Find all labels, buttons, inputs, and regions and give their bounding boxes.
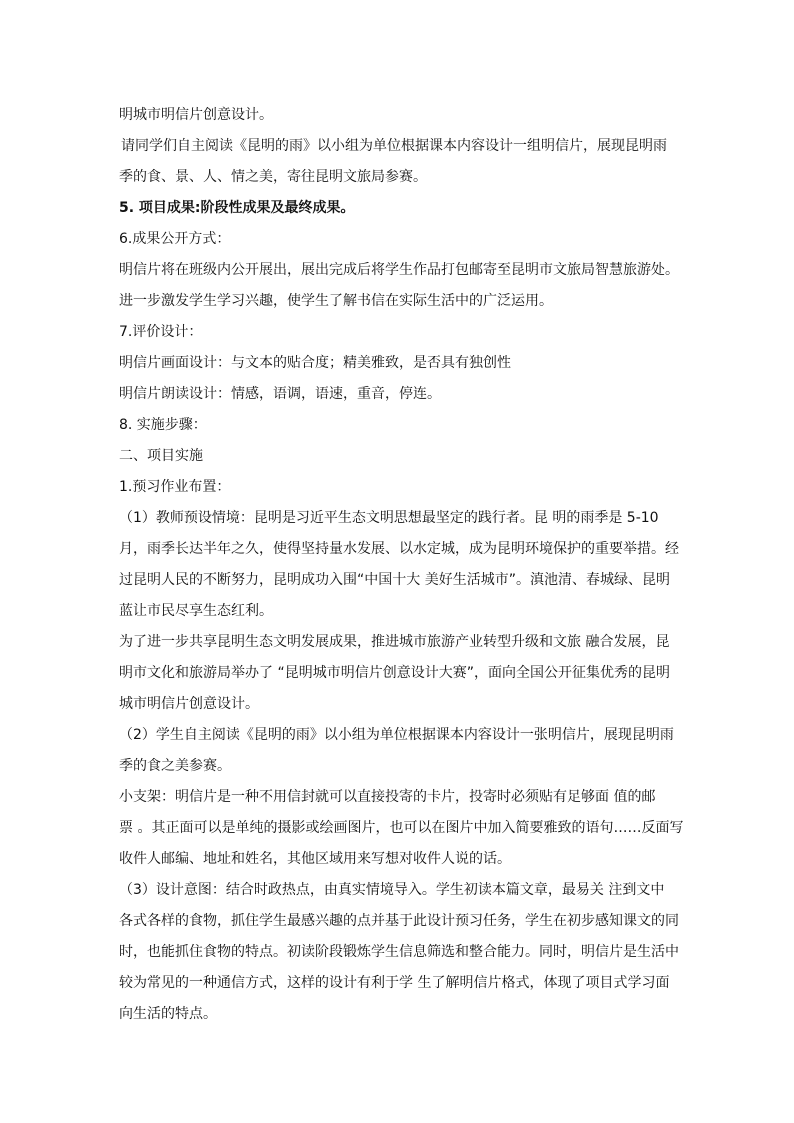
section-heading: 7.评价设计： [119, 324, 203, 340]
text-line: 城市明信片创意设计。 [119, 696, 259, 712]
section-heading: 1.预习作业布置： [119, 479, 231, 495]
text-line: 票 。其正面可以是单纯的摄影或绘画图片，也可以在图片中加入简要雅致的语句……反面写 [119, 820, 684, 836]
text-line: 各式各样的食物，抓住学生最感兴趣的点并基于此设计预习任务，学生在初步感知课文的同 [119, 913, 679, 929]
text-line: 蓝让市民尽享生态红利。 [119, 603, 273, 619]
document-page [119, 100, 684, 1030]
text-line: 收件人邮编、地址和姓名，其他区域用来写想对收件人说的话。 [119, 851, 511, 867]
text-line: 月，雨季长达半年之久，使得坚持量水发展、以水定城，成为昆明环境保护的重要举措。经 [119, 541, 679, 557]
text-line: 过昆明人民的不断努力，昆明成功入围“中国十大 美好生活城市”。滇池清、春城绿、昆明 [119, 572, 670, 588]
text-line: 小支架：明信片是一种不用信封就可以直接投寄的卡片，投寄时必须贴有足够面 值的邮 [119, 789, 656, 805]
text-line: （2）学生自主阅读《昆明的雨》以小组为单位根据课本内容设计一张明信片，展现昆明雨 [119, 727, 674, 743]
section-heading: 6.成果公开方式： [119, 231, 231, 247]
text-line: 季的食、景、人、情之美，寄往昆明文旅局参赛。 [119, 169, 427, 185]
text-line: 进一步激发学生学习兴趣，使学生了解书信在实际生活中的广泛运用。 [119, 293, 553, 309]
text-line: 明信片朗读设计：情感，语调，语速，重音，停连。 [119, 386, 441, 402]
section-heading: 5. 项目成果:阶段性成果及最终成果。 [119, 200, 355, 216]
text-line: （3）设计意图：结合时政热点，由真实情境导入。学生初读本篇文章，最易关 注到文中 [119, 882, 665, 898]
text-line: 请同学们自主阅读《昆明的雨》以小组为单位根据课本内容设计一组明信片，展现昆明雨 [121, 138, 667, 154]
section-heading: 8. 实施步骤： [119, 417, 207, 433]
text-line: 明信片画面设计：与文本的贴合度；精美雅致，是否具有独创性 [119, 355, 511, 371]
text-line: 明市文化和旅游局举办了 “昆明城市明信片创意设计大赛”，面向全国公开征集优秀的昆明 [119, 665, 670, 681]
text-line: 明城市明信片创意设计。 [119, 107, 273, 123]
text-line: （1）教师预设情境：昆明是习近平生态文明思想最坚定的践行者。昆 明的雨季是 5-10 [119, 510, 659, 526]
text-line: 向生活的特点。 [119, 1006, 217, 1022]
text-line: 季的食之美参赛。 [119, 758, 231, 774]
text-line: 时，也能抓住食物的特点。初读阶段锻炼学生信息筛选和整合能力。同时，明信片是生活中 [119, 944, 679, 960]
text-line: 为了进一步共享昆明生态文明发展成果，推进城市旅游产业转型升级和文旅 融合发展，昆 [119, 634, 670, 650]
text-line: 明信片将在班级内公开展出，展出完成后将学生作品打包邮寄至昆明市文旅局智慧旅游处。 [119, 262, 679, 278]
section-heading: 二、项目实施 [119, 448, 203, 464]
text-line: 较为常见的一种通信方式，这样的设计有利于学 生了解明信片格式，体现了项目式学习面 [119, 975, 670, 991]
